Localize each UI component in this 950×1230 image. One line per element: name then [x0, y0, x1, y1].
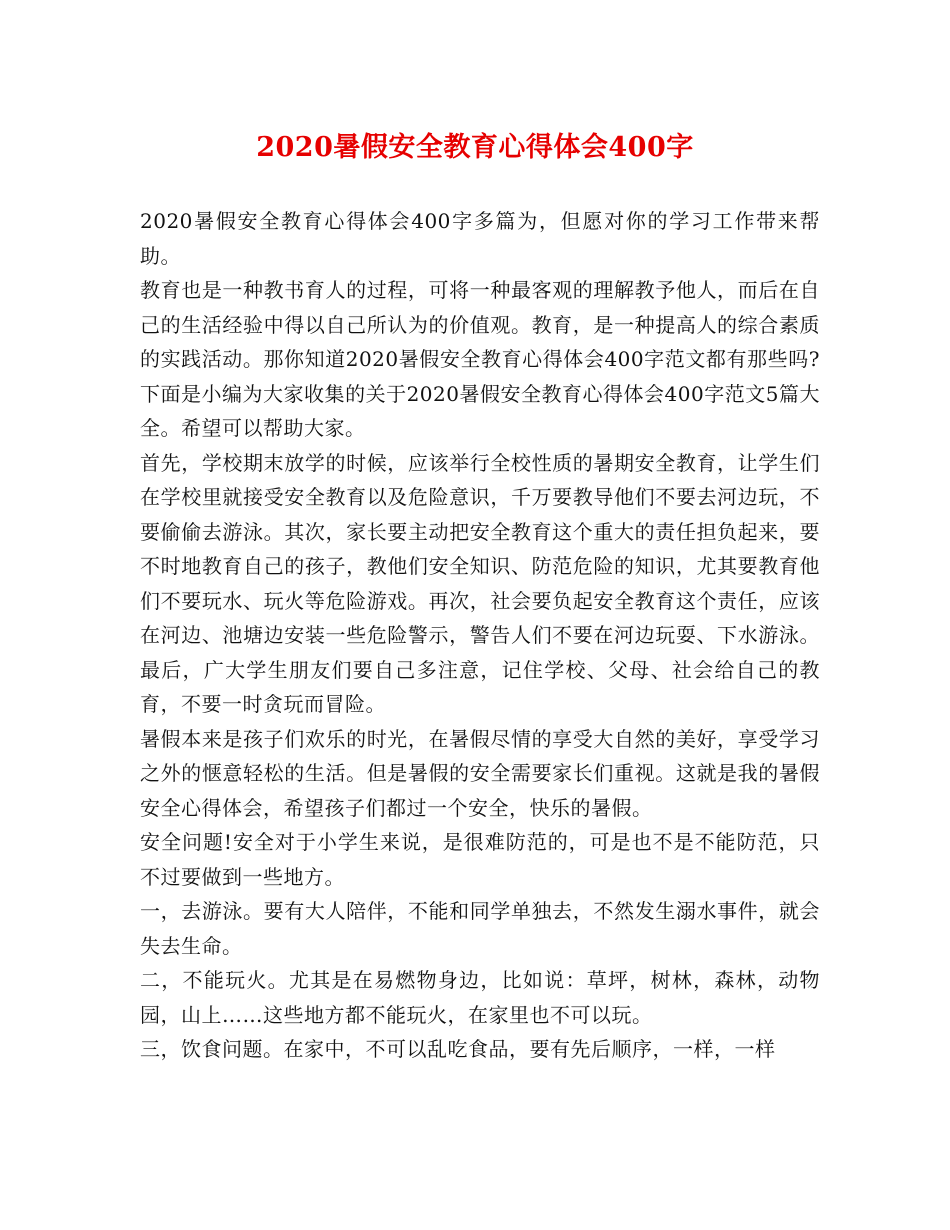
paragraph-point-one-swimming: 一，去游泳。要有大人陪伴，不能和同学单独去，不然发生溺水事件，就会失去生命。 [140, 899, 820, 958]
paragraph-education: 教育也是一种教书育人的过程，可将一种最客观的理解教予他人，而后在自己的生活经验中得以自己所认为的价值观。教育，是一种提高人的综合素质的实践活动。那你知道2020暑假安全教育心得体会400字范文都有那些吗?下面是小编为大家收集的关于2020暑假安全教育心得体会400字范文5篇大全。希望可以帮助大家。 [140, 278, 820, 440]
document-body [140, 204, 820, 1067]
paragraph-summer-happiness: 暑假本来是孩子们欢乐的时光，在暑假尽情的享受大自然的美好，享受学习之外的惬意轻松的生活。但是暑假的安全需要家长们重视。这就是我的暑假安全心得体会，希望孩子们都过一个安全，快乐的暑假。 [140, 726, 820, 820]
document-title: 2020暑假安全教育心得体会400字 [256, 132, 694, 163]
paragraph-safety-question: 安全问题!安全对于小学生来说，是很难防范的，可是也不是不能防范，只不过要做到一些地方。 [140, 830, 820, 889]
paragraph-point-two-fire: 二，不能玩火。尤其是在易燃物身边，比如说：草坪，树林，森林，动物园，山上……这些地方都不能玩火，在家里也不可以玩。 [140, 968, 820, 1027]
paragraph-point-three-food: 三，饮食问题。在家中，不可以乱吃食品，要有先后顺序，一样，一样 [140, 1037, 776, 1061]
paragraph-school-family-society: 首先，学校期末放学的时候，应该举行全校性质的暑期安全教育，让学生们在学校里就接受安全教育以及危险意识，千万要教导他们不要去河边玩，不要偷偷去游泳。其次，家长要主动把安全教育这个重大的责任担负起来，要不时地教育自己的孩子，教他们安全知识、防范危险的知识，尤其要教育他们不要玩水、玩火等危险游戏。再次，社会要负起安全教育这个责任，应该在河边、池塘边安装一些危险警示，警告人们不要在河边玩耍、下水游泳。最后，广大学生朋友们要自己多注意，记住学校、父母、社会给自己的教育，不要一时贪玩而冒险。 [140, 450, 820, 716]
paragraph-intro: 2020暑假安全教育心得体会400字多篇为，但愿对你的学习工作带来帮助。 [140, 209, 820, 268]
